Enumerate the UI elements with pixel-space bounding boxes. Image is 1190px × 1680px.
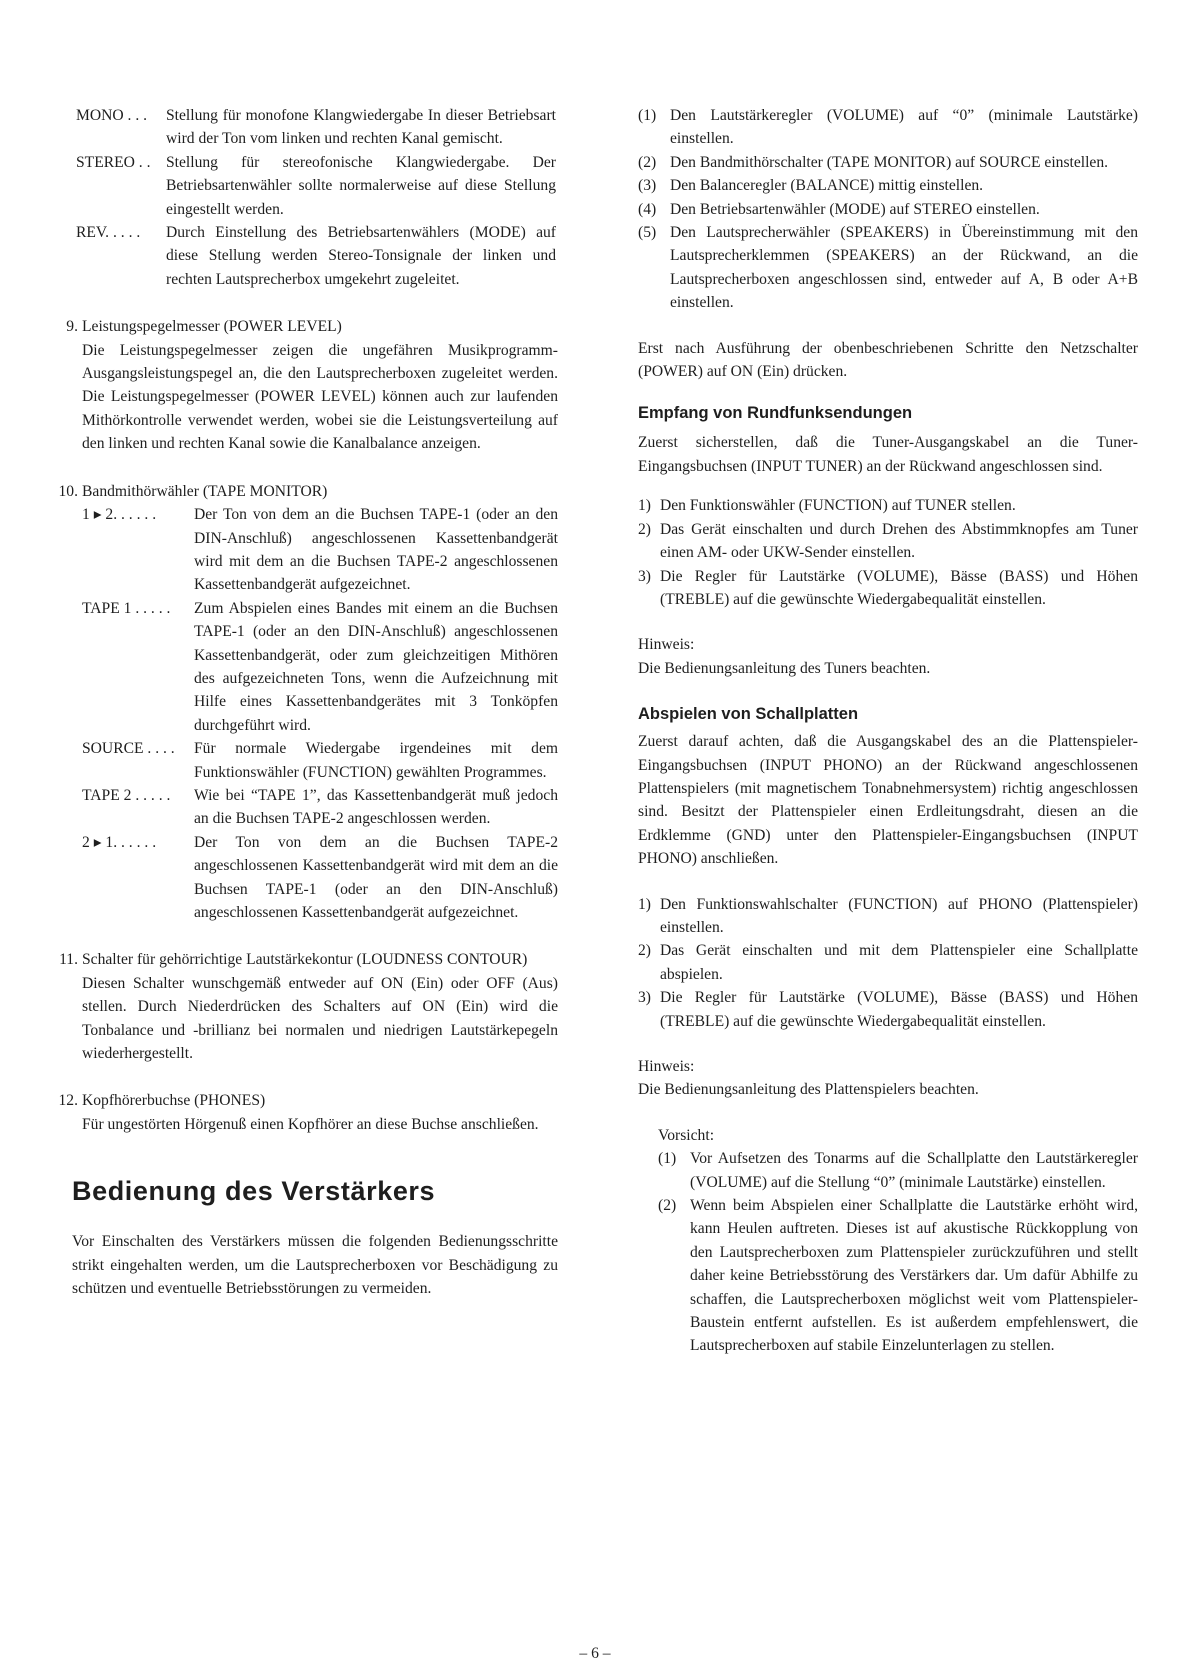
list-item: 2) Das Gerät einschalten und durch Drehen des Abstimmknopfes am Tuner einen AM- oder UKW-Sender einstellen.	[638, 520, 1138, 562]
list-item: 1) Den Funktionswähler (FUNCTION) auf TUNER stellen.	[638, 497, 1016, 515]
section-body: Die Leistungspegelmesser zeigen die ungefähren Musikprogramm-Ausgangsleistungspegel an, die den Lautsprecherboxen zugeleitet werden. Die Leistungspegelmesser (POWER LEVEL) können auch zur laufenden Mithörkontrolle verwendet werden, wobei sie die Leistungsverteilung auf den linken und rechten Kanal sowie die Kanalbalance anzeigen.	[82, 341, 558, 453]
section-heading: Leistungspegelmesser (POWER LEVEL)	[82, 318, 342, 336]
section-10	[58, 480, 558, 925]
operation-steps	[638, 104, 1138, 315]
radio-intro: Zuerst sicherstellen, daß die Tuner-Ausgangskabel an die Tuner-Eingangsbuchsen (INPUT TUNER) an der Rückwand angeschlossen sind.	[638, 434, 1138, 475]
list-item: (3) Den Balanceregler (BALANCE) mittig einstellen.	[638, 177, 984, 195]
mode-def-stereo: STEREO . . Stellung für stereofonische Klangwiedergabe. Der Betriebsartenwähler sollte normalerweise auf diese Stellung eingestellt werden.	[76, 153, 556, 218]
section-9	[58, 315, 558, 455]
list-item: (2) Wenn beim Abspielen einer Schallplatte die Lautstärke erhöht wird, kann Heulen auftreten. Dieses ist auf akustische Rückkopplung von den Lautsprecherboxen zum Plattenspieler zurückzuführen und stellt daher keine Betriebsstörung des Verstärkers dar. Um dafür Abhilfe zu schaffen, die Lautsprecherboxen möglichst weit vom Plattenspieler-Baustein entfernt aufstellen. Es ist außerdem empfehlenswert, die Lautsprecherboxen auf stabile Einzelunterlagen zu stellen.	[658, 1197, 1138, 1355]
list-item: 1) Den Funktionswahlschalter (FUNCTION) auf PHONO (Plattenspieler) einstellen.	[638, 895, 1138, 936]
page-number: – 6 –	[579, 1645, 611, 1662]
section-heading: Bandmithörwähler (TAPE MONITOR)	[82, 482, 328, 500]
caution-label: Vorsicht:	[658, 1126, 715, 1144]
records-steps	[638, 893, 1138, 1033]
section-body: Diesen Schalter wunschgemäß entweder auf ON (Ein) oder OFF (Aus) stellen. Durch Niederdrücken des Schalters auf ON (Ein) wird die Tonbalance und -brillianz bei normalen und niedrigen Lautstärkepegeln wiederhergestellt.	[82, 974, 558, 1063]
list-item: (2) Den Bandmithörschalter (TAPE MONITOR) auf SOURCE einstellen.	[638, 153, 1109, 171]
tape-def-tape2: TAPE 2 . . . . . Wie bei “TAPE 1”, das Kassettenbandgerät muß jedoch an die Buchsen TAPE-2 angeschlossen werden.	[82, 786, 558, 828]
list-item: (5) Den Lautsprecherwähler (SPEAKERS) in Übereinstimmung mit den Lautsprecherklemmen (SPEAKERS) an der Rückwand, an die Lautsprecherboxen angeschlossen sind, entweder auf A, B oder A+B einstellen.	[638, 224, 1138, 312]
section-12	[58, 1089, 558, 1136]
caution-block	[638, 1124, 1138, 1358]
tape-def-2to1: 2 ▸ 1. . . . . . Der Ton von dem an die Buchsen TAPE-2 angeschlossenen Kassettenbandgerät wird mit dem an die Buchsen TAPE-1 (oder an den DIN-Anschluß) angeschlossenen Kassettenbandgerät aufgezeichnet.	[82, 833, 558, 921]
caution-list	[658, 1147, 1138, 1358]
records-note-label: Hinweis:	[638, 1058, 695, 1075]
records-title: Abspielen von Schallplatten	[638, 705, 859, 724]
list-item: (1) Den Lautstärkeregler (VOLUME) auf “0” (minimale Lautstärke) einstellen.	[638, 107, 1138, 148]
section-heading: Kopfhörerbuchse (PHONES)	[82, 1092, 266, 1110]
section-number: 10.	[58, 482, 78, 500]
section-heading: Schalter für gehörrichtige Lautstärkekontur (LOUDNESS CONTOUR)	[82, 951, 528, 969]
tape-def-1to2: 1 ▸ 2. . . . . . Der Ton von dem an die Buchsen TAPE-1 (oder an den DIN-Anschluß) angeschlossenen Kassettenbandgerät wird mit dem an die Buchsen TAPE-2 angeschlossenen Kassettenbandgerät aufgezeichnet.	[82, 506, 558, 594]
mode-def-mono: MONO . . . Stellung für monofone Klangwiedergabe In dieser Betriebsart wird der Ton vom linken und rechten Kanal gemischt.	[76, 107, 556, 148]
radio-note-text: Die Bedienungsanleitung des Tuners beachten.	[638, 659, 931, 677]
list-item: (1) Vor Aufsetzen des Tonarms auf die Schallplatte den Lautstärkeregler (VOLUME) auf die Stellung “0” (minimale Lautstärke) einstellen.	[658, 1150, 1138, 1191]
tape-def-tape1: TAPE 1 . . . . . Zum Abspielen eines Bandes mit einem an die Buchsen TAPE-1 (oder an den DIN-Anschluß) angeschlossenen Kassettenbandgerät, oder zum gleichzeitigen Mithören des aufgezeichneten Tons, wenn die Aufzeichnung mit Hilfe eines Kassettenbandgerätes mit 3 Tonköpfen durchgeführt wird.	[82, 599, 558, 734]
section-number: 11.	[59, 951, 78, 969]
section-body: Für ungestörten Hörgenuß einen Kopfhörer an diese Buchse anschließen.	[82, 1115, 539, 1133]
section-number: 9.	[66, 318, 78, 336]
section-number: 12.	[58, 1092, 78, 1110]
radio-title: Empfang von Rundfunksendungen	[638, 404, 913, 423]
radio-note-label: Hinweis:	[638, 636, 695, 654]
operation-title: Bedienung des Verstärkers	[72, 1176, 436, 1207]
list-item: 2) Das Gerät einschalten und mit dem Plattenspieler eine Schallplatte abspielen.	[638, 942, 1138, 983]
section-11	[58, 948, 558, 1065]
operation-intro: Vor Einschalten des Verstärkers müssen die folgenden Bedienungsschritte strikt eingehalten werden, um die Lautsprecherboxen vor Beschädigung zu schützen und eventuelle Betriebsstörungen zu vermeiden.	[72, 1233, 558, 1298]
right-column	[638, 104, 1138, 1358]
records-intro: Zuerst darauf achten, daß die Ausgangskabel des an die Plattenspieler-Eingangsbuchsen (INPUT PHONO) an der Rückwand angeschlossenen Plattenspielers (mit magnetischem Tonabnehmersystem) richtig angeschlossen sind. Besitzt der Plattenspieler einen Erdleitungsdraht, diesen an die Erdklemme (GND) unter den Plattenspieler-Eingangsbuchsen (INPUT PHONO) anschließen.	[638, 733, 1138, 868]
mode-def-rev: REV. . . . . Durch Einstellung des Betriebsartenwählers (MODE) auf diese Stellung werden Stereo-Tonsignale der linken und rechten Lautsprecherbox umgekehrt zugeleitet.	[76, 224, 556, 288]
list-item: 3) Die Regler für Lautstärke (VOLUME), Bässe (BASS) und Höhen (TREBLE) auf die gewünschte Wiedergabequalität einstellen.	[638, 567, 1138, 608]
left-column	[58, 104, 580, 1300]
after-steps-text: Erst nach Ausführung der obenbeschriebenen Schritte den Netzschalter (POWER) auf ON (Ein) drücken.	[638, 339, 1138, 381]
records-note-text: Die Bedienungsanleitung des Plattenspielers beachten.	[638, 1081, 979, 1099]
mode-definitions	[58, 104, 556, 291]
radio-steps	[638, 494, 1138, 611]
list-item: (4) Den Betriebsartenwähler (MODE) auf STEREO einstellen.	[638, 200, 1040, 218]
list-item: 3) Die Regler für Lautstärke (VOLUME), Bässe (BASS) und Höhen (TREBLE) auf die gewünschte Wiedergabequalität einstellen.	[638, 989, 1138, 1030]
tape-def-source: SOURCE . . . . Für normale Wiedergabe irgendeines mit dem Funktionswähler (FUNCTION) gewählten Programmes.	[82, 740, 558, 781]
